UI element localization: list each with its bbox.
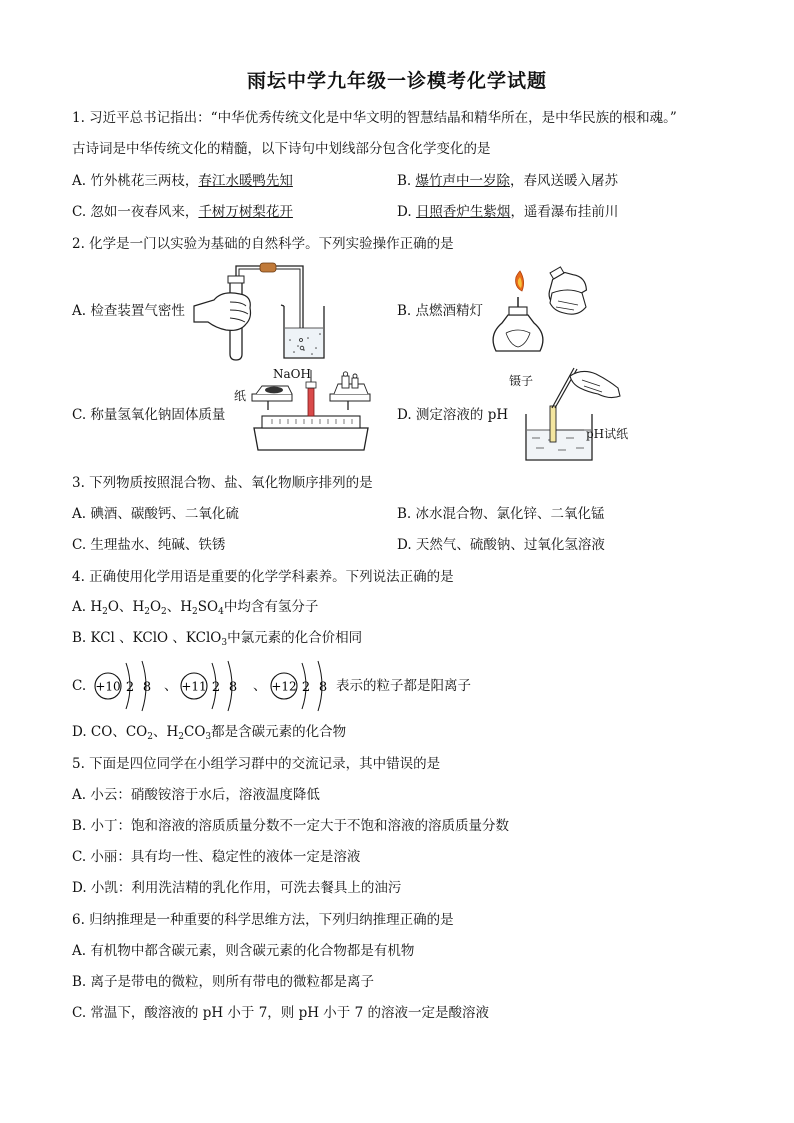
- q4-stem: 4. 正确使用化学用语是重要的化学学科素养。下列说法正确的是: [72, 569, 454, 585]
- paper-label: 纸: [234, 389, 247, 403]
- atom1-shell1: 2: [125, 680, 135, 695]
- airtightness-check-figure: [190, 262, 350, 362]
- q2-option-d: D. 测定溶液的 pH: [397, 407, 509, 423]
- q4-option-c-label: C.: [72, 678, 87, 694]
- q3-option-b: B. 冰水混合物、氯化锌、二氧化锰: [397, 506, 605, 522]
- q4-option-b: B. KCl 、KClO 、KClO$_3$中氯元素的化合价相同: [72, 630, 363, 648]
- q2-option-b: B. 点燃酒精灯: [397, 303, 484, 319]
- q4-option-c-sep1: 、: [164, 678, 178, 694]
- atom3-shell1: 2: [301, 680, 311, 695]
- atom3-shell2: 8: [318, 680, 328, 695]
- q5-option-d: D. 小凯：利用洗洁精的乳化作用，可洗去餐具上的油污: [72, 880, 402, 896]
- q1-option-b: B. 爆竹声中一岁除，春风送暖入屠苏: [397, 173, 619, 189]
- q1-stem-line2: 古诗词是中华传统文化的精髓，以下诗句中划线部分包含化学变化的是: [72, 141, 491, 157]
- q1-option-d: D. 日照香炉生紫烟，遥看瀑布挂前川: [397, 204, 619, 220]
- ph-paper-label: pH试纸: [586, 427, 629, 441]
- atom-structure-2: [178, 657, 250, 715]
- page-title: 雨坛中学九年级一诊模考化学试题: [246, 70, 547, 92]
- atom1-nucleus: +10: [95, 679, 121, 694]
- atom-structure-1: [92, 657, 164, 715]
- q3-option-c: C. 生理盐水、纯碱、铁锈: [72, 537, 226, 553]
- q6-option-a: A. 有机物中都含碳元素，则含碳元素的化合物都是有机物: [72, 943, 415, 959]
- balance-figure: [248, 364, 374, 458]
- q5-option-b: B. 小丁：饱和溶液的溶质质量分数不一定大于不饱和溶液的溶质质量分数: [72, 818, 510, 834]
- q4-option-c-text: 表示的粒子都是阳离子: [336, 678, 471, 694]
- atom3-nucleus: +12: [271, 679, 297, 694]
- atom2-shell2: 8: [228, 680, 238, 695]
- q6-stem: 6. 归纳推理是一种重要的科学思维方法，下列归纳推理正确的是: [72, 912, 454, 928]
- q3-option-a: A. 碘酒、碳酸钙、二氧化硫: [72, 506, 239, 522]
- atom1-shell2: 8: [142, 680, 152, 695]
- q3-stem: 3. 下列物质按照混合物、盐、氧化物顺序排列的是: [72, 475, 373, 491]
- q1-option-a: A. 竹外桃花三两枝，春江水暖鸭先知: [72, 173, 293, 189]
- q6-option-c: C. 常温下，酸溶液的 pH 小于 7，则 pH 小于 7 的溶液一定是酸溶液: [72, 1005, 489, 1021]
- ph-test-figure: [522, 366, 652, 462]
- q2-option-c: C. 称量氢氧化钠固体质量: [72, 407, 226, 423]
- q4-option-c-sep2: 、: [253, 678, 267, 694]
- q4-option-a: A. $H_2O$、$H_2O_2$、$H_2SO_4$中均含有氢分子: [72, 599, 319, 617]
- atom2-shell1: 2: [211, 680, 221, 695]
- atom2-nucleus: +11: [181, 679, 207, 694]
- atom-structure-3: [268, 657, 340, 715]
- q1-option-c: C. 忽如一夜春风来，千树万树梨花开: [72, 204, 293, 220]
- naoh-label: NaOH: [273, 367, 311, 381]
- q2-stem: 2. 化学是一门以实验为基础的自然科学。下列实验操作正确的是: [72, 236, 454, 252]
- alcohol-lamp-figure: [482, 263, 592, 359]
- q5-stem: 5. 下面是四位同学在小组学习群中的交流记录，其中错误的是: [72, 756, 441, 772]
- q4-option-d: D. CO、$CO_2$、$H_2CO_3$都是含碳元素的化合物: [72, 724, 347, 742]
- q3-option-d: D. 天然气、硫酸钠、过氧化氢溶液: [397, 537, 605, 553]
- q5-option-c: C. 小丽：具有均一性、稳定性的液体一定是溶液: [72, 849, 361, 865]
- q2-option-a: A. 检查装置气密性: [72, 303, 185, 319]
- q5-option-a: A. 小云：硝酸铵溶于水后，溶液温度降低: [72, 787, 320, 803]
- q6-option-b: B. 离子是带电的微粒，则所有带电的微粒都是离子: [72, 974, 375, 990]
- tweezers-label: 镊子: [509, 374, 534, 388]
- q1-stem-line1: 1. 习近平总书记指出：“中华优秀传统文化是中华文明的智慧结晶和精华所在，是中华民族的根和魂。”: [72, 110, 677, 126]
